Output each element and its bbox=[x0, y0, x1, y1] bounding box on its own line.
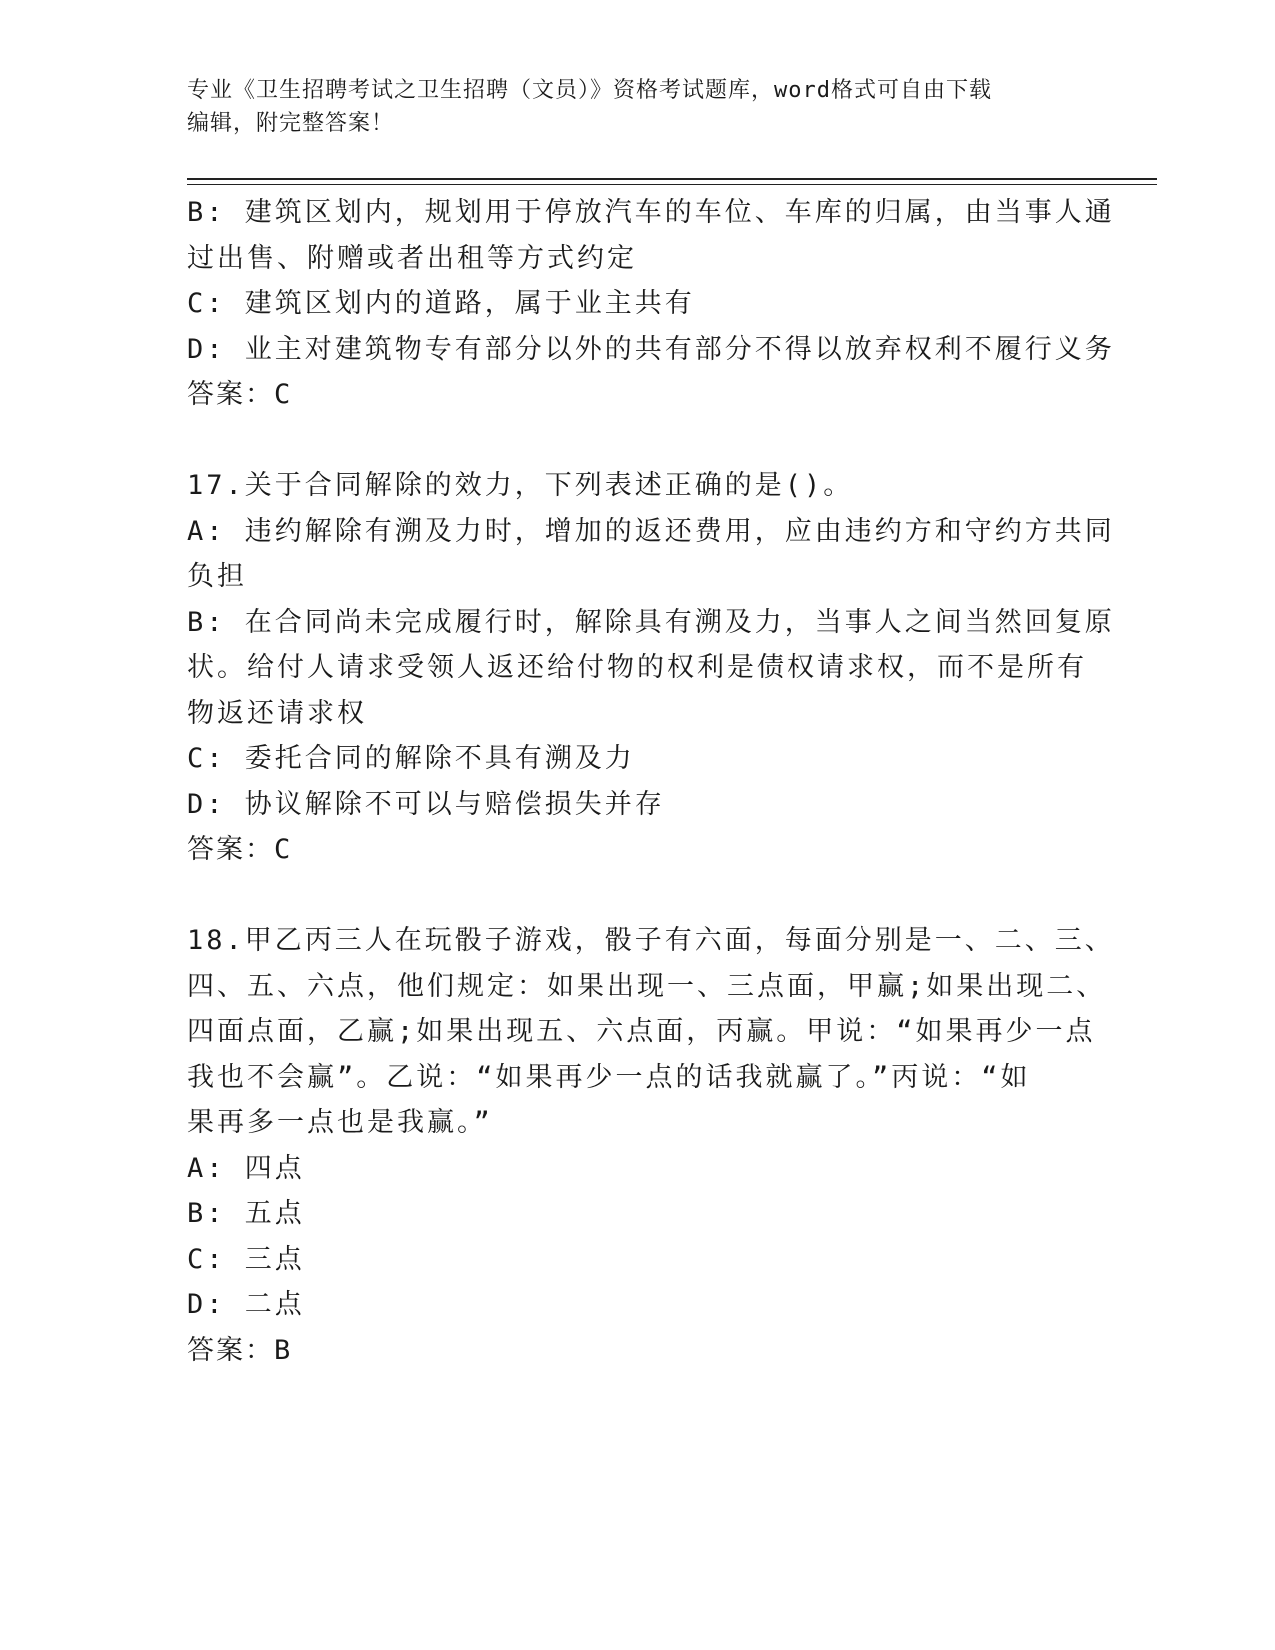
question-16-block bbox=[187, 190, 1115, 418]
q17-option-b-line-1: B: 在合同尚未完成履行时，解除具有溯及力，当事人之间当然回复原 bbox=[187, 606, 1115, 638]
q16-option-b-line-1: B: 建筑区划内，规划用于停放汽车的车位、车库的归属，由当事人通 bbox=[187, 197, 1115, 228]
q16-option-d: D: 业主对建筑物专有部分以外的共有部分不得以放弃权利不履行义务 bbox=[187, 333, 1115, 365]
q18-answer: 答案：B bbox=[187, 1334, 293, 1366]
q17-option-b-line-3: 物返还请求权 bbox=[187, 697, 367, 729]
q16-answer: 答案：C bbox=[187, 379, 293, 410]
header-divider-thick bbox=[187, 178, 1157, 180]
q17-option-a-line-1: A: 违约解除有溯及力时，增加的返还费用，应由违约方和守约方共同 bbox=[187, 515, 1115, 547]
q18-question-line-5: 果再多一点也是我赢。” bbox=[187, 1107, 493, 1138]
q18-option-c: C: 三点 bbox=[187, 1243, 305, 1275]
document-body bbox=[187, 190, 1115, 1373]
document-header bbox=[187, 74, 1087, 140]
q16-option-b-line-2: 过出售、附赠或者出租等方式约定 bbox=[187, 242, 637, 274]
q18-question-line-1: 18.甲乙丙三人在玩骰子游戏，骰子有六面，每面分别是一、二、三、 bbox=[187, 925, 1115, 956]
q17-option-c: C: 委托合同的解除不具有溯及力 bbox=[187, 743, 635, 774]
question-18-block bbox=[187, 918, 1115, 1373]
spacer bbox=[187, 418, 1087, 464]
q17-option-a-line-2: 负担 bbox=[187, 561, 247, 592]
spacer bbox=[187, 873, 1087, 919]
q18-question-line-2: 四、五、六点，他们规定：如果出现一、三点面，甲赢;如果出现二、 bbox=[187, 970, 1107, 1002]
header-line-2: 编辑，附完整答案！ bbox=[187, 111, 395, 136]
q18-question-line-4: 我也不会赢”。乙说：“如果再少一点的话我就赢了。”丙说：“如 bbox=[187, 1061, 1031, 1093]
q17-option-b-line-2: 状。给付人请求受领人返还给付物的权利是债权请求权，而不是所有 bbox=[187, 652, 1087, 683]
q18-option-b: B: 五点 bbox=[187, 1198, 305, 1229]
q18-question-line-3: 四面点面，乙赢;如果出现五、六点面，丙赢。甲说：“如果再少一点 bbox=[187, 1016, 1096, 1047]
q18-option-a: A: 四点 bbox=[187, 1152, 305, 1184]
q18-option-d: D: 二点 bbox=[187, 1289, 305, 1320]
q17-option-d: D: 协议解除不可以与赔偿损失并存 bbox=[187, 788, 665, 820]
q17-question: 17.关于合同解除的效力，下列表述正确的是()。 bbox=[187, 470, 854, 501]
q16-option-c: C: 建筑区划内的道路，属于业主共有 bbox=[187, 288, 695, 319]
q17-answer: 答案：C bbox=[187, 834, 293, 865]
question-17-block bbox=[187, 463, 1115, 873]
header-line-1: 专业《卫生招聘考试之卫生招聘（文员）》资格考试题库，word格式可自由下载 bbox=[187, 78, 992, 103]
header-divider-thin bbox=[187, 184, 1157, 185]
